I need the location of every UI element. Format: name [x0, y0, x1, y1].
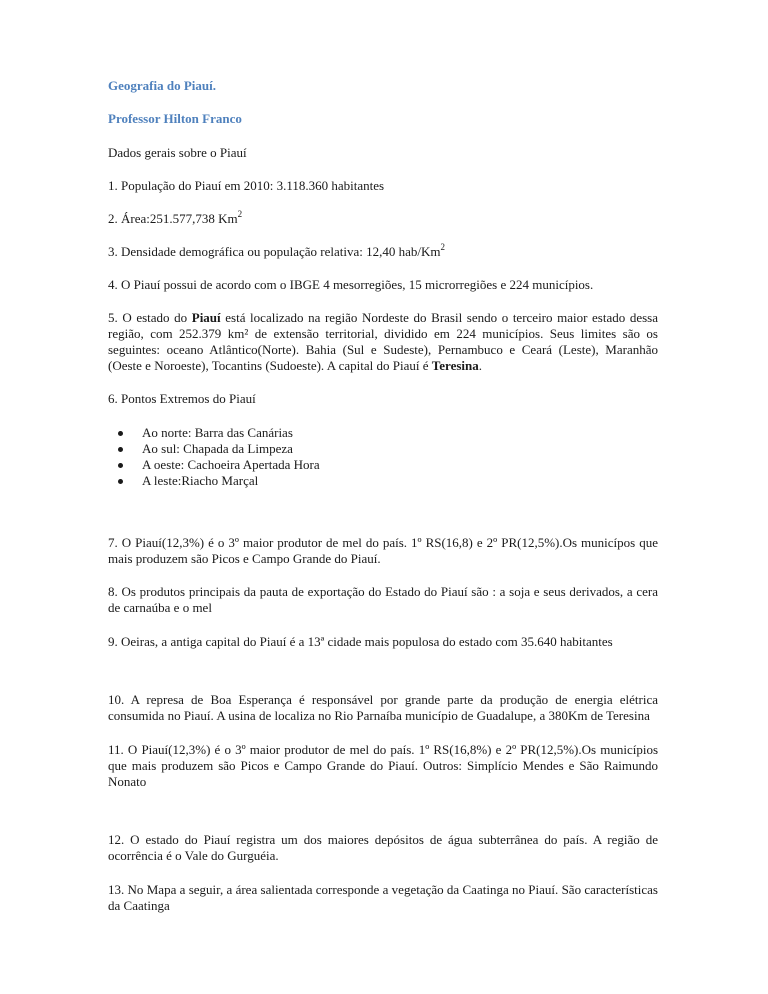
item-3-superscript: 2 — [440, 241, 445, 252]
document-title: Geografia do Piauí. — [108, 78, 216, 93]
item-11: 11. O Piauí(12,3%) é o 3º maior produtor de mel do país. 1º RS(16,8%) e 2º PR(12,5%).Os municípios que mais produzem são Picos e Campo Grande do Piauí. Outros: Simplício Mendes e São Raimundo Nonato — [108, 742, 658, 789]
item-6-title: 6. Pontos Extremos do Piauí — [108, 391, 256, 406]
item-2-superscript: 2 — [237, 208, 243, 219]
document-body — [108, 78, 658, 914]
item-5-text-c: está localizado na região Nordeste do Brasil sendo o terceiro maior estado dessa região, com 252.379 km² de extensão territorial, dividido em 224 municípios. Seus limites são os seguintes: oceano Atlântico(Norte). Bahia (Sul e Sudeste), Pernambuco e Ceará (Leste), Maranhão (Oeste e Noroeste), Tocantins (Sudoeste). A capital do Piauí é — [108, 310, 658, 373]
item-5-text-e: . — [478, 358, 482, 373]
list-item: Ao sul: Chapada da Limpeza — [142, 441, 658, 457]
list-item: A leste:Riacho Marçal — [142, 473, 658, 489]
item-5-bold-teresina: Teresina — [431, 358, 479, 373]
intro-paragraph: Dados gerais sobre o Piauí — [108, 145, 247, 160]
item-3 — [108, 241, 658, 260]
extreme-points-list — [108, 425, 658, 489]
item-5-text-a: 5. O estado do — [108, 310, 192, 325]
item-10: 10. A represa de Boa Esperança é responsável por grande parte da produção de energia elétrica consumida no Piauí. A usina de localiza no Rio Parnaíba município de Guadalupe, a 380Km de Teresina — [108, 692, 658, 723]
item-4: 4. O Piauí possui de acordo com o IBGE 4 mesorregiões, 15 microrregiões e 224 municípios. — [108, 277, 594, 292]
item-12: 12. O estado do Piauí registra um dos maiores depósitos de água subterrânea do país. A região de ocorrência é o Vale do Gurguéia. — [108, 832, 658, 863]
item-1: 1. População do Piauí em 2010: 3.118.360 habitantes — [108, 178, 385, 193]
list-item: Ao norte: Barra das Canárias — [142, 425, 658, 441]
item-5-bold-piaui: Piauí — [191, 310, 221, 325]
item-8: 8. Os produtos principais da pauta de exportação do Estado do Piauí são : a soja e seus derivados, a cera de carnaúba e o mel — [108, 584, 658, 615]
item-9: 9. Oeiras, a antiga capital do Piauí é a 13ª cidade mais populosa do estado com 35.640 habitantes — [108, 634, 613, 649]
item-3-text: 3. Densidade demográfica ou população relativa: 12,40 hab/Km — [108, 244, 441, 259]
item-2 — [108, 208, 658, 227]
list-item: A oeste: Cachoeira Apertada Hora — [142, 457, 658, 473]
item-13: 13. No Mapa a seguir, a área salientada corresponde a vegetação da Caatinga no Piauí. São características da Caatinga — [108, 882, 658, 913]
item-2-text: 2. Área:251.577,738 Km — [108, 211, 238, 226]
item-5 — [108, 310, 658, 374]
author-line: Professor Hilton Franco — [108, 111, 242, 126]
item-7: 7. O Piauí(12,3%) é o 3º maior produtor de mel do país. 1º RS(16,8) e 2º PR(12,5%).Os municípos que mais produzem são Picos e Campo Grande do Piauí. — [108, 535, 658, 566]
